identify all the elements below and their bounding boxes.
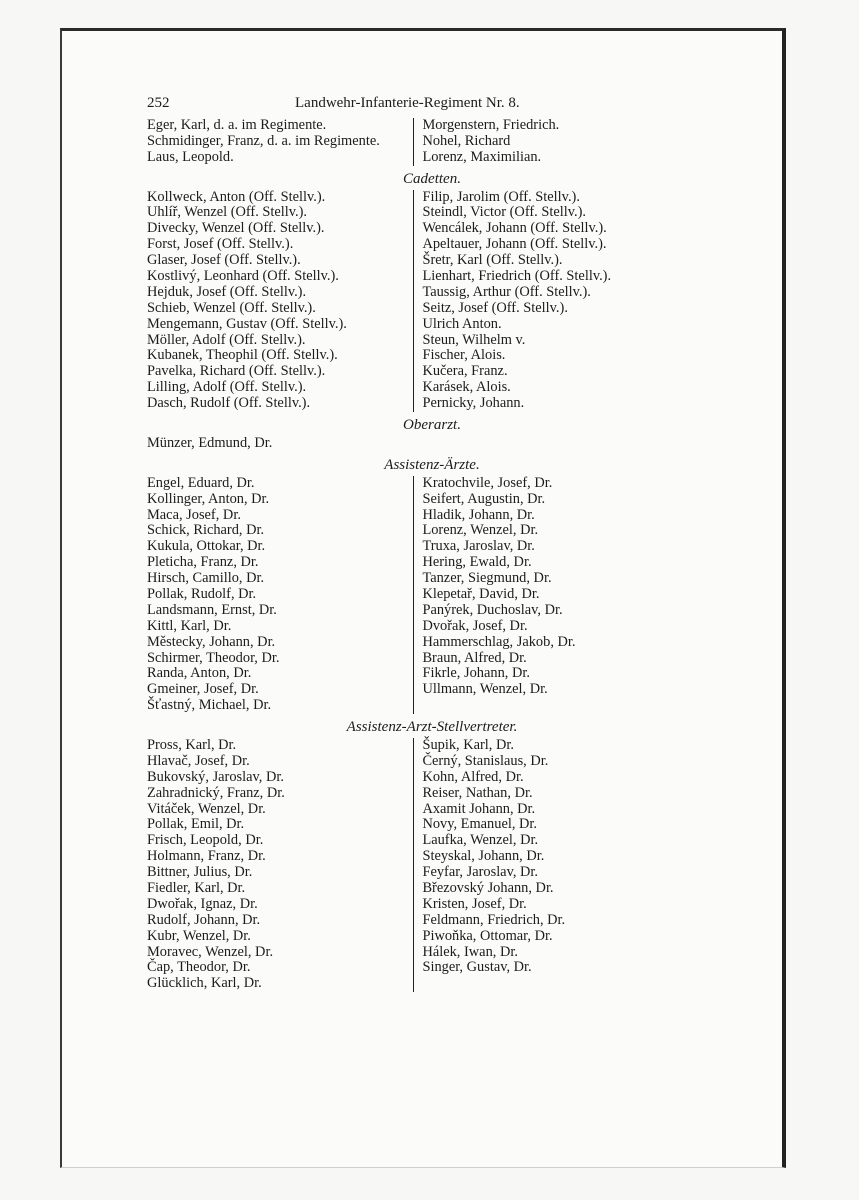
- section-title-stellvertreter: Assistenz-Arzt-Stellvertreter.: [346, 719, 518, 736]
- name-entry: Eger, Karl, d. a. im Regimente.: [147, 117, 327, 133]
- name-entry: Schirmer, Theodor, Dr.: [147, 649, 280, 666]
- name-entry: Čap, Theodor, Dr.: [147, 959, 251, 976]
- name-entry: Holmann, Franz, Dr.: [147, 848, 266, 865]
- name-entry: Frisch, Leopold, Dr.: [147, 832, 264, 849]
- section-title-cadetten: Cadetten.: [403, 170, 461, 187]
- name-entry: Truxa, Jaroslav, Dr.: [422, 538, 535, 555]
- name-entry: Černý, Stanislaus, Dr.: [422, 752, 549, 769]
- assistenz-aerzte-right-column: [413, 476, 687, 714]
- name-entry: Pavelka, Richard (Off. Stellv.).: [147, 363, 326, 380]
- section-title-assistenz-aerzte: Assistenz-Ärzte.: [384, 456, 480, 473]
- name-entry: Hejduk, Josef (Off. Stellv.).: [147, 283, 307, 300]
- name-entry: Ulrich Anton.: [422, 315, 502, 332]
- name-entry: Hering, Ewald, Dr.: [422, 554, 532, 571]
- name-entry: Singer, Gustav, Dr.: [422, 959, 532, 976]
- name-entry: Kubanek, Theophil (Off. Stellv.).: [147, 347, 338, 364]
- name-entry: Mengemann, Gustav (Off. Stellv.).: [147, 315, 347, 332]
- cadetten-right-column: [413, 190, 687, 412]
- name-entry: Zahradnický, Franz, Dr.: [147, 784, 285, 801]
- name-entry: Dwořak, Ignaz, Dr.: [147, 895, 258, 912]
- name-entry: Laufka, Wenzel, Dr.: [422, 832, 539, 849]
- name-entry: Schieb, Wenzel (Off. Stellv.).: [147, 299, 316, 316]
- cadetten-left-column: [147, 190, 413, 412]
- name-entry: Kučera, Franz.: [422, 363, 508, 380]
- name-entry: Nohel, Richard: [422, 132, 511, 149]
- name-entry: Hirsch, Camillo, Dr.: [147, 570, 265, 587]
- cadetten-section: [147, 172, 687, 412]
- name-entry: Lilling, Adolf (Off. Stellv.).: [147, 379, 307, 396]
- name-entry: Maca, Josef, Dr.: [147, 506, 241, 523]
- name-entry: Novy, Emanuel, Dr.: [422, 816, 538, 833]
- name-entry: Divecky, Wenzel (Off. Stellv.).: [147, 220, 325, 237]
- name-entry: Filip, Jarolim (Off. Stellv.).: [422, 188, 580, 205]
- name-entry: Městecky, Johann, Dr.: [147, 633, 276, 650]
- running-head: [147, 96, 687, 118]
- name-entry: Kratochvile, Josef, Dr.: [422, 474, 553, 491]
- assistenz-aerzte-list: [147, 476, 687, 714]
- name-entry: Lienhart, Friedrich (Off. Stellv.).: [422, 268, 612, 285]
- name-entry: Dvořak, Josef, Dr.: [422, 617, 528, 634]
- name-entry: Landsmann, Ernst, Dr.: [147, 601, 277, 618]
- name-entry: Lorenz, Wenzel, Dr.: [422, 522, 539, 539]
- name-entry: Hlavač, Josef, Dr.: [147, 752, 250, 769]
- name-entry: Seifert, Augustin, Dr.: [422, 490, 546, 507]
- name-entry: Engel, Eduard, Dr.: [147, 474, 255, 491]
- top-list-right-column: [413, 118, 687, 166]
- name-entry: Pernicky, Johann.: [422, 395, 525, 412]
- stellvertreter-left-column: [147, 738, 413, 992]
- name-entry: Lorenz, Maximilian.: [422, 148, 542, 165]
- name-entry: Šťastný, Michael, Dr.: [147, 697, 272, 714]
- name-entry: Kohn, Alfred, Dr.: [422, 768, 524, 785]
- name-entry: Morgenstern, Friedrich.: [422, 117, 560, 133]
- name-entry: Uhlíř, Wenzel (Off. Stellv.).: [147, 204, 308, 221]
- name-entry: Hladik, Johann, Dr.: [422, 506, 535, 523]
- name-entry: Seitz, Josef (Off. Stellv.).: [422, 299, 568, 316]
- assistenz-aerzte-section: [147, 458, 687, 714]
- name-entry: Kollinger, Anton, Dr.: [147, 490, 270, 507]
- name-entry: Fikrle, Johann, Dr.: [422, 665, 530, 682]
- name-entry: Panýrek, Duchoslav, Dr.: [422, 601, 563, 618]
- name-entry: Gmeiner, Josef, Dr.: [147, 681, 259, 698]
- stellvertreter-right-column: [413, 738, 687, 992]
- stellvertreter-list: [147, 738, 687, 992]
- name-entry: Steindl, Victor (Off. Stellv.).: [422, 204, 586, 221]
- name-entry: Bukovský, Jaroslav, Dr.: [147, 768, 284, 785]
- name-entry: Kristen, Josef, Dr.: [422, 895, 527, 912]
- name-entry: Kukula, Ottokar, Dr.: [147, 538, 266, 555]
- oberarzt-section: [147, 418, 687, 452]
- name-entry: Steun, Wilhelm v.: [422, 331, 526, 348]
- name-entry: Bittner, Julius, Dr.: [147, 864, 253, 881]
- name-entry: Forst, Josef (Off. Stellv.).: [147, 236, 294, 253]
- name-entry: Reiser, Nathan, Dr.: [422, 784, 533, 801]
- name-entry: Moravec, Wenzel, Dr.: [147, 943, 274, 960]
- name-entry: Pollak, Rudolf, Dr.: [147, 585, 257, 602]
- name-entry: Feldmann, Friedrich, Dr.: [422, 911, 566, 928]
- stellvertreter-section: [147, 720, 687, 992]
- name-entry: Axamit Johann, Dr.: [422, 800, 536, 817]
- cadetten-list: [147, 190, 687, 412]
- name-entry: Dasch, Rudolf (Off. Stellv.).: [147, 395, 311, 412]
- name-entry: Rudolf, Johann, Dr.: [147, 911, 261, 928]
- name-entry: Fiedler, Karl, Dr.: [147, 880, 246, 897]
- name-entry: Glücklich, Karl, Dr.: [147, 975, 262, 992]
- name-entry: Schick, Richard, Dr.: [147, 522, 265, 539]
- name-entry: Schmidinger, Franz, d. a. im Regimente.: [147, 132, 380, 149]
- name-entry: Karásek, Alois.: [422, 379, 511, 396]
- name-entry: Glaser, Josef (Off. Stellv.).: [147, 252, 301, 269]
- name-entry: Březovský Johann, Dr.: [422, 880, 554, 897]
- page-content: [147, 96, 687, 992]
- name-entry: Taussig, Arthur (Off. Stellv.).: [422, 283, 591, 300]
- assistenz-aerzte-left-column: [147, 476, 413, 714]
- name-entry: Hálek, Iwan, Dr.: [422, 943, 518, 960]
- name-entry: Šretr, Karl (Off. Stellv.).: [422, 252, 563, 269]
- name-entry: Fischer, Alois.: [422, 347, 506, 364]
- section-title-oberarzt: Oberarzt.: [403, 417, 461, 434]
- name-entry: Braun, Alfred, Dr.: [422, 649, 527, 666]
- name-entry: Laus, Leopold.: [147, 148, 234, 165]
- page-title: Landwehr-Infanterie-Regiment Nr. 8.: [295, 95, 520, 111]
- name-entry: Kostlivý, Leonhard (Off. Stellv.).: [147, 268, 339, 285]
- name-entry: Pleticha, Franz, Dr.: [147, 554, 259, 571]
- name-entry: Šupik, Karl, Dr.: [422, 737, 514, 754]
- name-entry: Steyskal, Johann, Dr.: [422, 848, 545, 865]
- name-entry: Apeltauer, Johann (Off. Stellv.).: [422, 236, 607, 253]
- name-entry: Pollak, Emil, Dr.: [147, 816, 245, 833]
- name-entry: Feyfar, Jaroslav, Dr.: [422, 864, 539, 881]
- name-entry: Möller, Adolf (Off. Stellv.).: [147, 331, 306, 348]
- name-entry: Kollweck, Anton (Off. Stellv.).: [147, 188, 326, 205]
- name-entry: Pross, Karl, Dr.: [147, 737, 237, 754]
- name-entry: Tanzer, Siegmund, Dr.: [422, 570, 552, 587]
- name-entry: Kubr, Wenzel, Dr.: [147, 927, 251, 944]
- name-entry: Piwoňka, Ottomar, Dr.: [422, 927, 553, 944]
- name-entry: Kittl, Karl, Dr.: [147, 617, 232, 634]
- name-entry: Wencálek, Johann (Off. Stellv.).: [422, 220, 607, 237]
- top-list-left-column: [147, 118, 413, 166]
- name-entry: Randa, Anton, Dr.: [147, 665, 252, 682]
- page-number: 252: [147, 95, 170, 111]
- name-entry: Klepetař, David, Dr.: [422, 585, 540, 602]
- oberarzt-name: Münzer, Edmund, Dr.: [147, 434, 273, 451]
- top-list: [147, 118, 687, 166]
- name-entry: Ullmann, Wenzel, Dr.: [422, 681, 548, 698]
- name-entry: Hammerschlag, Jakob, Dr.: [422, 633, 576, 650]
- name-entry: Vitáček, Wenzel, Dr.: [147, 800, 266, 817]
